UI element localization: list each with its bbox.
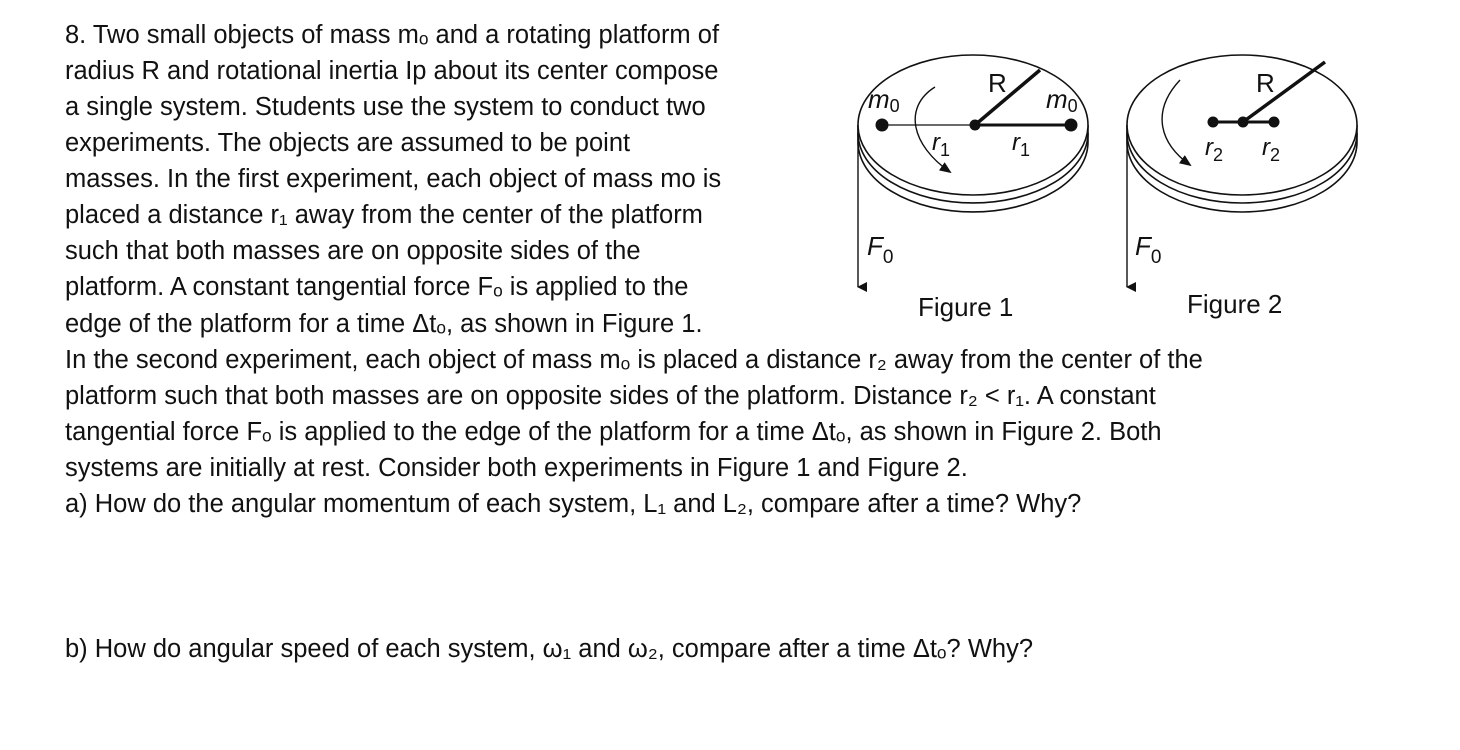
mass-right (1269, 117, 1280, 128)
intro-line: masses. In the first experiment, each object of mass mo is (65, 165, 722, 193)
intro-line: 8. Two small objects of mass mₒ and a rotating platform of (65, 21, 720, 49)
intro-line: radius R and rotational inertia Ip about its center compose (65, 57, 719, 85)
force-label (867, 231, 893, 268)
r-letter: r (1205, 134, 1213, 161)
question-b: b) How do angular speed of each system, ω₁ and ω₂, compare after a time Δtₒ? Why? (65, 635, 1034, 663)
mass-left (876, 119, 889, 132)
r-sub: 2 (1213, 145, 1224, 165)
platform-1 (858, 55, 1088, 212)
mass-sub: 0 (1067, 96, 1078, 116)
intro-line: such that both masses are on opposite sides of the (65, 237, 641, 265)
figure-2 (1127, 55, 1357, 319)
mass-letter: m (1046, 84, 1068, 114)
mass-right (1065, 119, 1078, 132)
force-sub: 0 (1150, 247, 1162, 268)
mass-label-right (1046, 84, 1078, 116)
r-letter: r (1262, 134, 1270, 161)
center-dot (970, 120, 981, 131)
intro-line: platform. A constant tangential force Fₒ is applied to the (65, 273, 689, 301)
center-dot (1238, 117, 1249, 128)
body-line: systems are initially at rest. Consider both experiments in Figure 1 and Figure 2. (65, 454, 968, 482)
r-sub: 1 (940, 140, 951, 160)
r-sub: 2 (1270, 145, 1281, 165)
force-letter: F (1135, 231, 1151, 261)
mass-left (1208, 117, 1219, 128)
figure-1 (858, 55, 1088, 322)
question-a: a) How do the angular momentum of each system, L₁ and L₂, compare after a time? Why? (65, 490, 1082, 518)
figure-2-caption: Figure 2 (1187, 289, 1283, 319)
r-letter: r (932, 129, 940, 156)
r-letter: r (1012, 129, 1020, 156)
body-line: tangential force Fₒ is applied to the edge of the platform for a time Δtₒ, as shown in Figure 2. Both (65, 418, 1162, 446)
force-label (1135, 231, 1161, 268)
figure-1-caption: Figure 1 (918, 292, 1014, 322)
intro-line: a single system. Students use the system to conduct two (65, 93, 706, 121)
force-letter: F (867, 231, 883, 261)
mass-sub: 0 (889, 96, 900, 116)
force-sub: 0 (882, 247, 894, 268)
intro-line: edge of the platform for a time Δtₒ, as shown in Figure 1. (65, 310, 703, 338)
body-line: In the second experiment, each object of mass mₒ is placed a distance r₂ away from the center of the (65, 346, 1203, 374)
body-line: platform such that both masses are on opposite sides of the platform. Distance r₂ < r₁. A constant (65, 382, 1156, 410)
mass-letter: m (868, 84, 890, 114)
intro-line: placed a distance r₁ away from the center of the platform (65, 201, 703, 229)
r-sub: 1 (1020, 140, 1031, 160)
intro-line: experiments. The objects are assumed to be point (65, 129, 631, 157)
platform-2 (1127, 55, 1357, 212)
radius-label: R (1256, 68, 1275, 98)
radius-label: R (988, 68, 1007, 98)
